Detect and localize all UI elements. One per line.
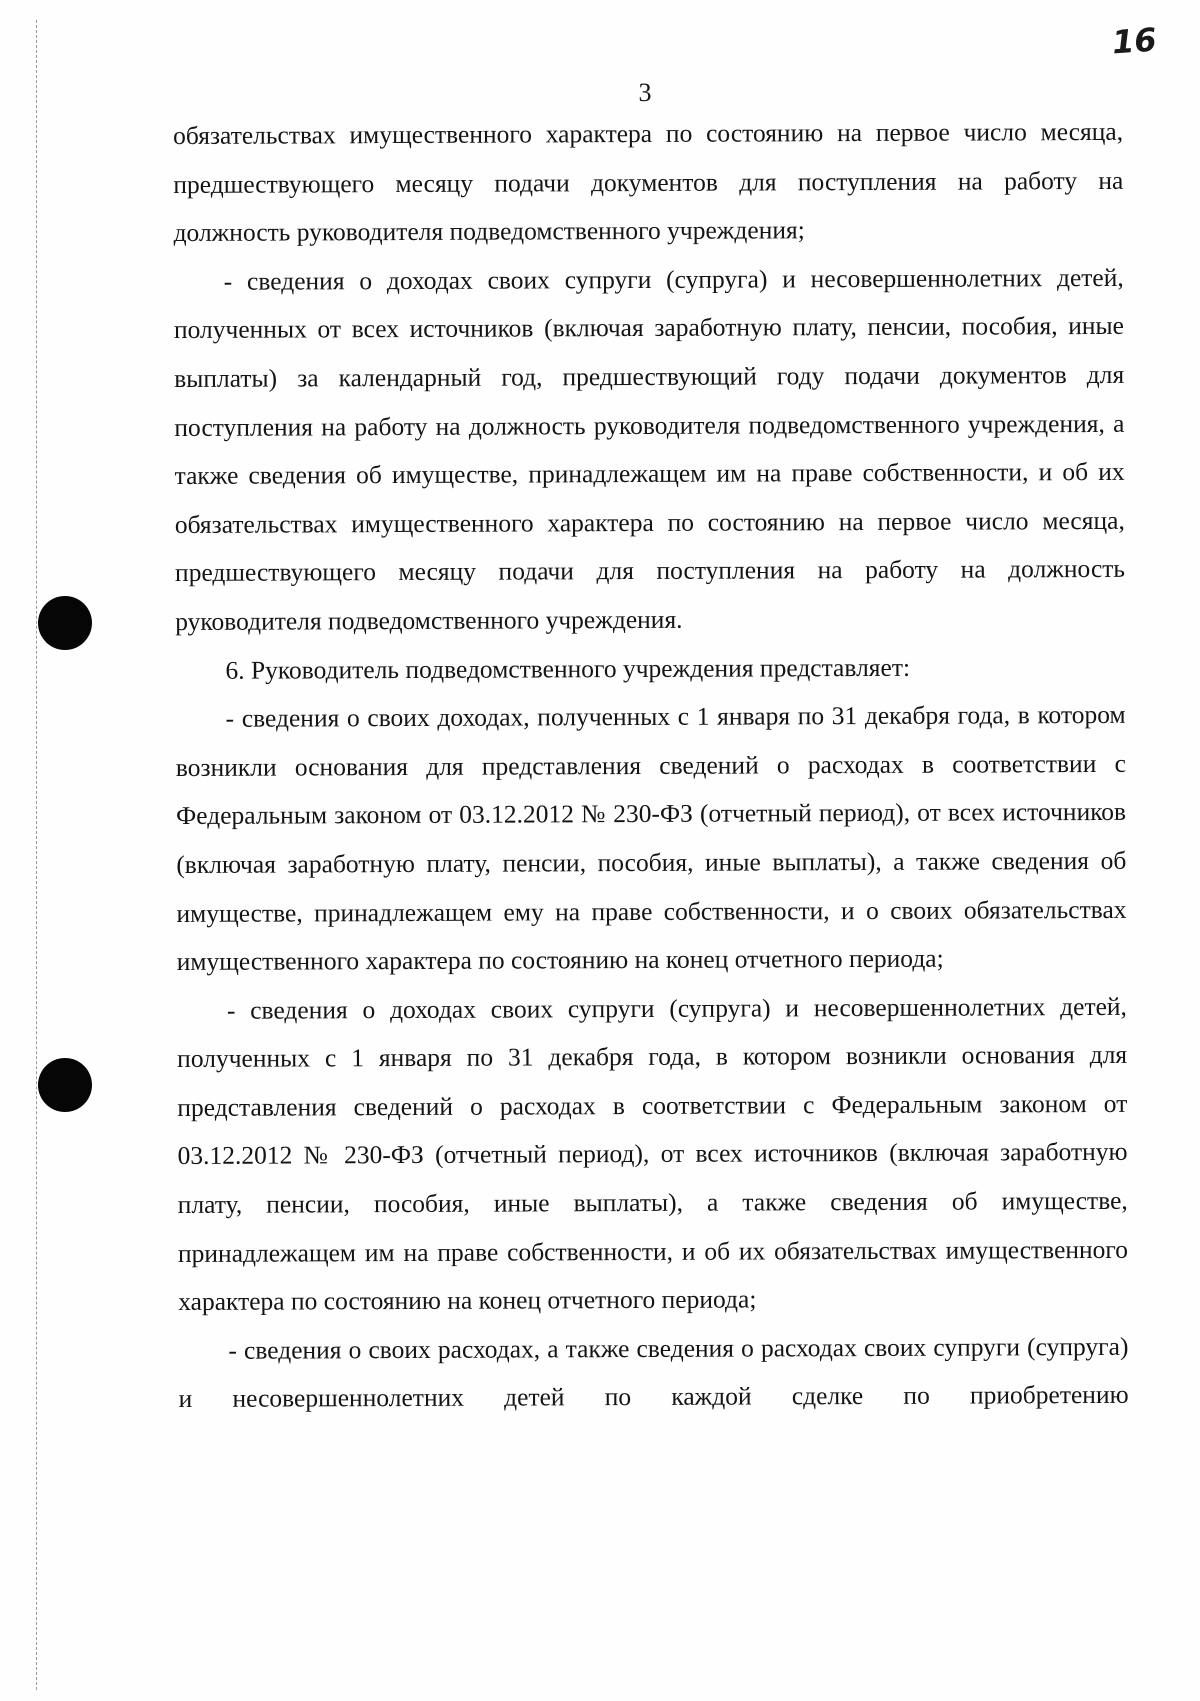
punch-hole-bottom — [38, 1058, 92, 1112]
document-body — [173, 108, 1129, 1424]
handwritten-sheet-number: 16 — [1110, 20, 1158, 62]
page-number: 3 — [638, 78, 652, 107]
paragraph-continuation: обязательствах имущественного характера по состоянию на первое число месяца, предшествующего месяцу подачи документов для поступления на работу на должность руководителя подведомственного учреждения; — [173, 116, 1124, 248]
punch-hole-top — [38, 596, 92, 650]
paragraph-spouse-income-prior: - сведения о доходах своих супруги (супруга) и несовершеннолетних детей, полученных от всех источников (включая заработную плату, пенсии, пособия, иные выплаты) за календарный год, предшествующий году подачи документов для поступления на работу на должность руководителя подведомственного учреждения, а также сведения об имуществе, принадлежащем им на праве собственности, и об их обязательствах имущественного характера по состоянию на первое число месяца, предшествующего месяцу подачи для поступления на работу на должность руководителя подведомственного учреждения. — [173, 262, 1126, 636]
paragraph-expenses: - сведения о своих расходах, а также сведения о расходах своих супруги (супруга) и несовершеннолетних детей по каждой сделке по приобретению — [178, 1331, 1129, 1414]
paragraph-own-income: - сведения о своих доходах, полученных с 1 января по 31 декабря года, в котором возникли основания для представления сведений о расходах в соответствии с Федеральным законом от 03.12.2012 № 230-ФЗ (отчетный период), от всех источников (включая заработную плату, пенсии, пособия, иные выплаты), а также сведения об имуществе, принадлежащем ему на праве собственности, и о своих обязательствах имущественного характера по состоянию на конец отчетного периода; — [175, 699, 1127, 977]
paragraph-section-6-heading: 6. Руководитель подведомственного учреждения представляет: — [225, 652, 911, 685]
paragraph-spouse-income: - сведения о доходах своих супруги (супруга) и несовершеннолетних детей, полученных с 1 января по 31 декабря года, в котором возникли основания для представления сведений о расходах в соответствии с Федеральным законом от 03.12.2012 № 230-ФЗ (отчетный период), от всех источников (включая заработную плату, пенсии, пособия, иные выплаты), а также сведения об имуществе, принадлежащем им на праве собственности, и об их обязательствах имущественного характера по состоянию на конец отчетного периода; — [177, 991, 1129, 1317]
binding-edge-line — [36, 20, 37, 1690]
